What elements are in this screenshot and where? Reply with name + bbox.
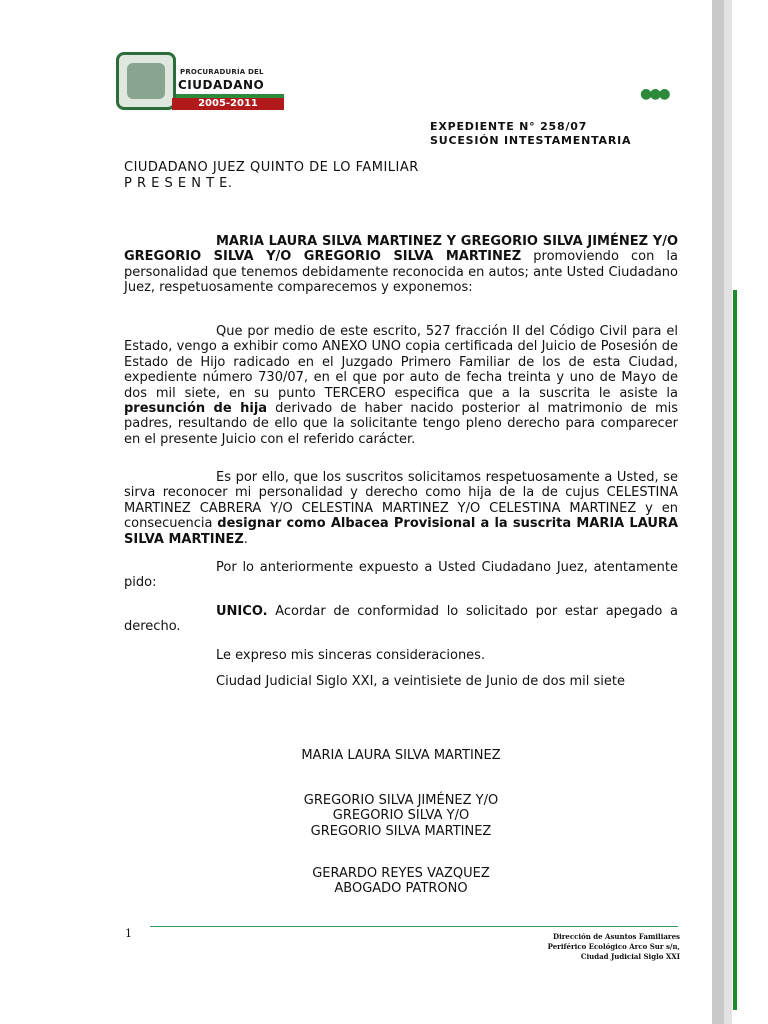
paragraph-7-text: Ciudad Judicial Siglo XXI, a veintisiete de Junio de dos mil siete [216,674,626,689]
footer-address-line2: Periférico Ecológico Arco Sur s/n, [547,942,680,951]
paragraph-3-text1: Es por ello, que los suscritos solicitamos respetuosamente a Usted, se sirva reconocer mi personalidad y derecho como hija de la de cujus CELESTINA MARTINEZ CABRERA Y/O CELESTINA MARTINEZ Y/O CELESTINA MARTINEZ y en consecuencia [124,470,678,532]
salutation-line2: P R E S E N T E. [124,176,233,191]
page-number: 1 [125,927,132,940]
signature-2-line2: GREGORIO SILVA Y/O [332,808,470,824]
footer-address [400,932,680,962]
paragraph-6 [124,648,678,663]
signature-2 [124,793,678,839]
people-crest-icon: ●●● [640,86,668,102]
paragraph-5-text: Acordar de conformidad lo solicitado por estar apegado a derecho. [124,604,678,635]
page-edge-shadow [712,0,724,1024]
signature-3-line1: GERARDO REYES VAZQUEZ [312,866,490,881]
expediente-number: EXPEDIENTE N° 258/07 [430,120,588,133]
expediente-header [430,120,631,148]
logo-line2: CIUDADANO [178,78,265,92]
paragraph-1-text: promoviendo con la personalidad que tenemos debidamente reconocida en autos; ante Usted Ciudadano Juez, respetuosamente comparecemos y exponemos: [124,249,678,296]
paragraph-4 [124,560,678,591]
paragraph-2-text2: derivado de haber nacido posterior al matrimonio de mis padres, resultando de ello que la solicitante tengo pleno derecho para comparecer en el presente Juicio con el referido carácter. [124,401,678,447]
paragraph-2-bold: presunción de hija [124,401,268,417]
signature-2-line3: GREGORIO SILVA MARTINEZ [310,823,492,839]
parties-names: MARIA LAURA SILVA MARTINEZ Y GREGORIO SILVA JIMÉNEZ Y/O GREGORIO SILVA Y/O GREGORIO SILVA MARTINEZ [124,234,678,265]
paragraph-6-text: Le expreso mis sinceras consideraciones. [216,648,486,663]
paragraph-3-text2: . [243,531,248,547]
footer-address-line3: Ciudad Judicial Siglo XXI [580,952,680,961]
footer-address-line1: Dirección de Asuntos Familiares [553,932,680,941]
footer-divider [150,926,678,927]
paragraph-3 [124,470,678,547]
logo-line1: PROCURADURÍA DEL [180,68,264,76]
paragraph-2 [124,324,678,447]
signature-3-line2: ABOGADO PATRONO [334,881,468,897]
paragraph-5-bold: UNICO. [216,604,268,619]
signature-1: MARIA LAURA SILVA MARTINEZ [301,748,501,763]
paragraph-4-text: Por lo anteriormente expuesto a Usted Ciudadano Juez, atentamente pido: [124,560,678,591]
paragraph-5 [124,604,678,635]
signature-3 [124,866,678,897]
paragraph-3-bold: designar como Albacea Provisional a la suscrita MARIA LAURA SILVA MARTINEZ [124,516,679,547]
expediente-type: SUCESIÓN INTESTAMENTARIA [430,134,632,147]
paragraph-1 [124,234,678,296]
procuraduria-logo [116,52,284,112]
salutation-line1: CIUDADANO JUEZ QUINTO DE LO FAMILIAR [124,160,419,175]
logo-years: 2005-2011 [172,98,284,110]
salutation [124,160,419,192]
signature-2-line1: GREGORIO SILVA JIMÉNEZ Y/O [303,793,499,808]
paragraph-2-text1: Que por medio de este escrito, 527 fracción II del Código Civil para el Estado, vengo a exhibir como ANEXO UNO copia certificada del Juicio de Posesión de Estado de Hijo radicado en el Juzgado Primero Familiar de los de esta Ciudad, expediente número 730/07, en el que por auto de fecha treinta y uno de Mayo de dos mil siete, en su punto TERCERO especifica que a la suscrita le asiste la [124,324,678,401]
margin-green-bar [733,290,737,1010]
seal-icon [116,52,176,110]
page-edge-shadow-light [724,0,732,1024]
paragraph-7 [124,674,678,689]
